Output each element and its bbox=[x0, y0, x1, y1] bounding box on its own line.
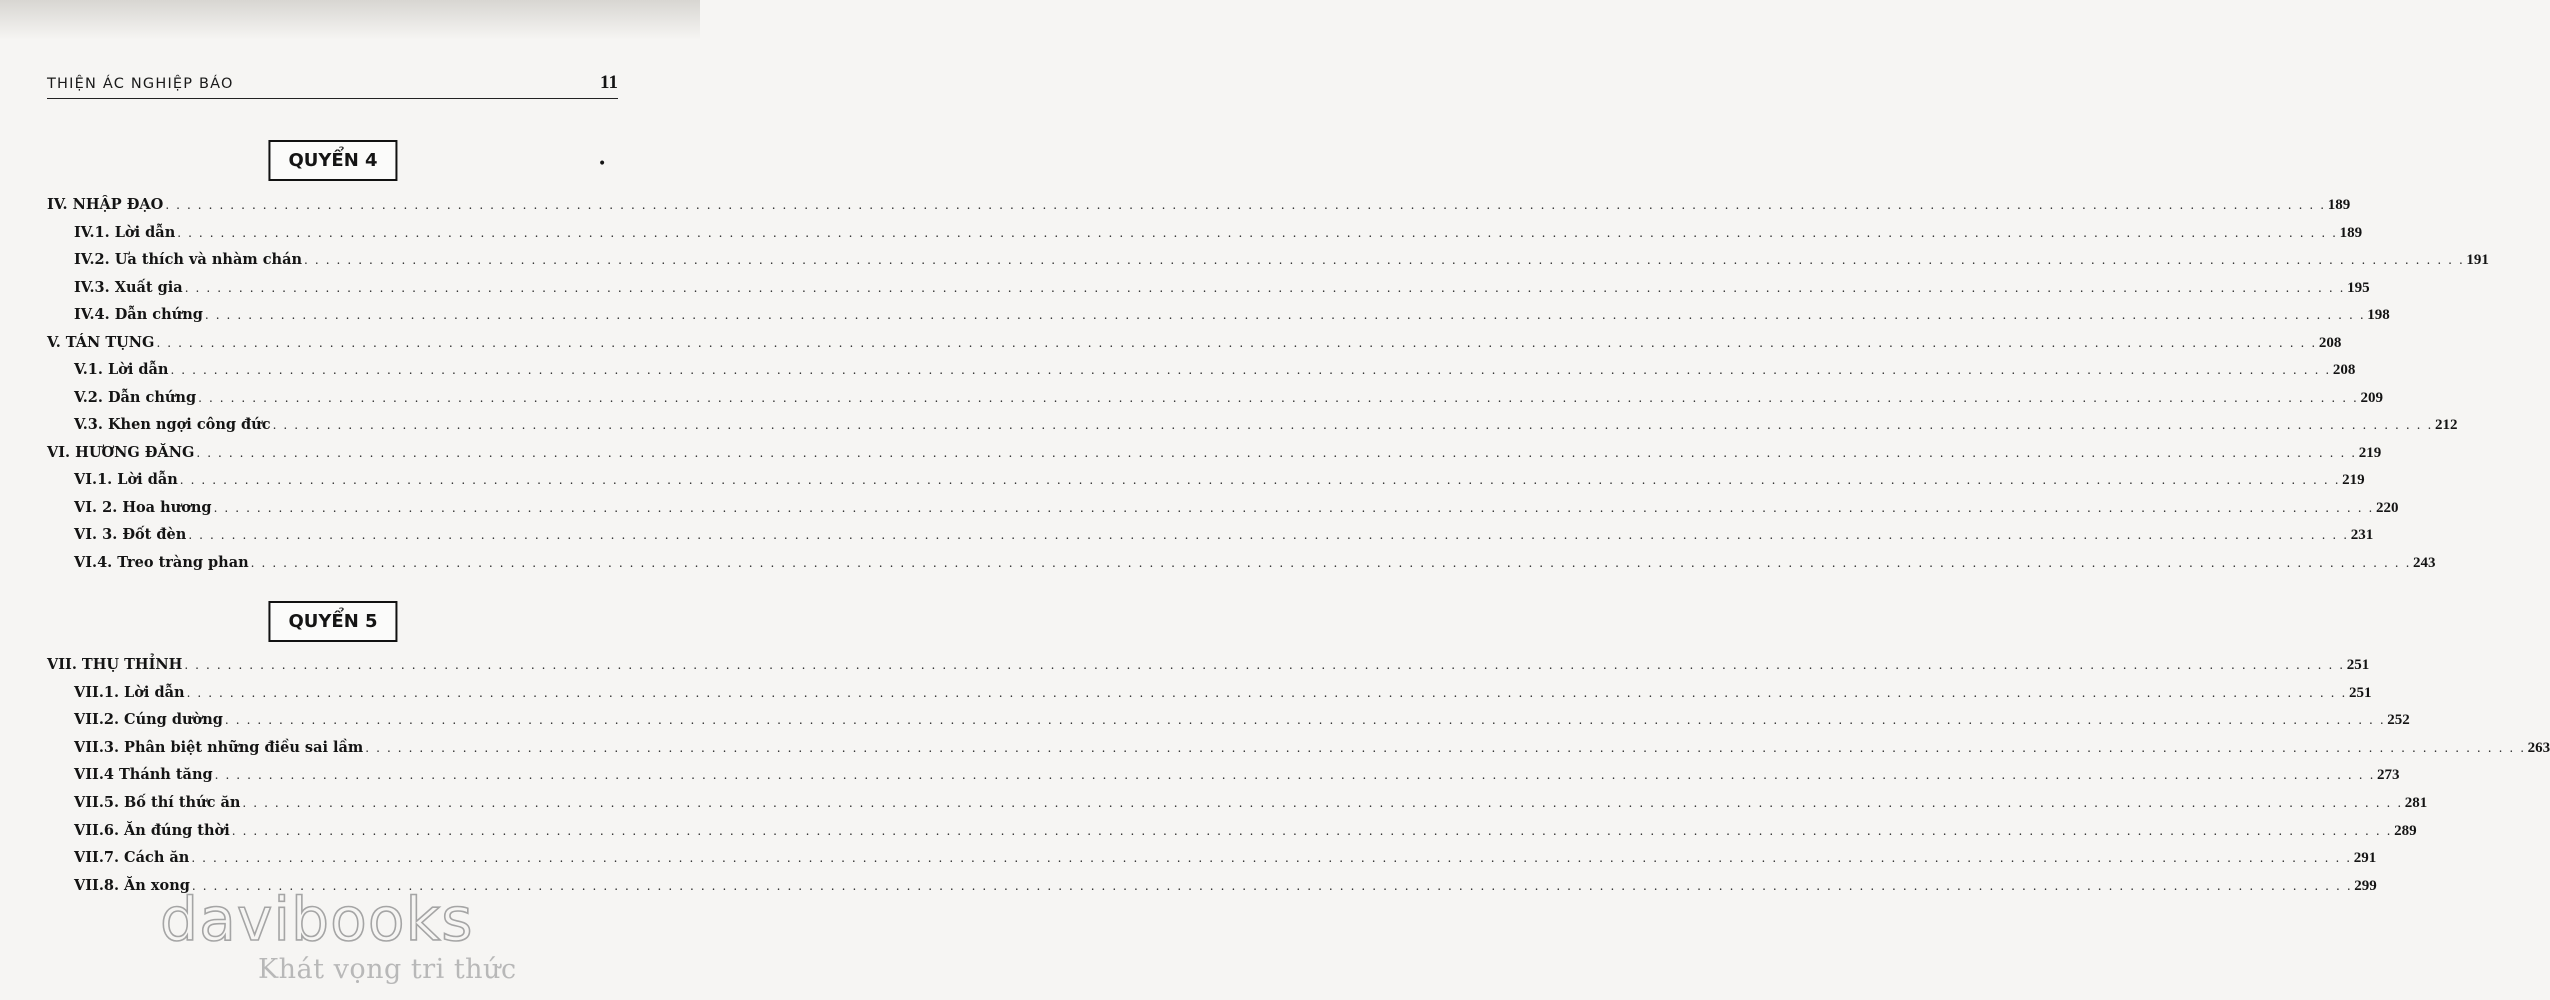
toc-dot-leader: . . . . . . . . . . . . . . . . . . . . . . . . . . . . . . . . . . . . . . . . . . . . . . . . . . . . . . . . . . . . . . . . . . . . . . . . . . . . . . . . . . . . . . . . . . . . . . . . . . . . . . . . . . . . . . . . . . . . . . . . . . . . . . . . . . . . . . . . . . . . . . . . . . . . . . . . . . . . . . . . . . . . . . . . . . . . . . . . . . . . . . . . . . . . . . . . . . . . . . . . bbox=[191, 851, 2352, 866]
toc-entry-title: VII.7. Cách ăn bbox=[74, 849, 190, 867]
toc-entry-page-number: 263 bbox=[2527, 739, 2550, 756]
toc-dot-leader: . . . . . . . . . . . . . . . . . . . . . . . . . . . . . . . . . . . . . . . . . . . . . . . . . . . . . . . . . . . . . . . . . . . . . . . . . . . . . . . . . . . . . . . . . . . . . . . . . . . . . . . . . . . . . . . . . . . . . . . . . . . . . . . . . . . . . . . . . . . . . . . . . . . . . . . . . . . . . . . . . . . . . . . . . . . . . . . . . . . . . . . . . . . . . . . . . . . . . . . . bbox=[214, 768, 2376, 783]
toc-entry bbox=[74, 843, 2377, 867]
toc-entry-title: V.2. Dẫn chứng bbox=[74, 388, 197, 406]
toc-dot-leader: . . . . . . . . . . . . . . . . . . . . . . . . . . . . . . . . . . . . . . . . . . . . . . . . . . . . . . . . . . . . . . . . . . . . . . . . . . . . . . . . . . . . . . . . . . . . . . . . . . . . . . . . . . . . . . . . . . . . . . . . . . . . . . . . . . . . . . . . . . . . . . . . . . . . . . . . . . . . . . . . . . . . . . . . . . . . . . . . . . . . . . . . . . . . . . . . . . . . . . . . bbox=[196, 445, 2357, 460]
toc-entry-title: V.1. Lời dẫn bbox=[74, 361, 169, 378]
toc-entry bbox=[74, 816, 2417, 840]
toc-entry bbox=[74, 548, 2436, 572]
volume-5-heading: QUYỂN 5 bbox=[268, 601, 397, 642]
toc-entry bbox=[74, 678, 2372, 702]
toc-entry-title: VI.4. Treo tràng phan bbox=[74, 553, 249, 571]
toc-entry-page-number: 289 bbox=[2394, 822, 2417, 839]
toc-entry-title: V.3. Khen ngợi công đức bbox=[74, 416, 271, 433]
toc-entry-page-number: 231 bbox=[2350, 527, 2374, 543]
toc-entry-page-number: 189 bbox=[2339, 224, 2363, 241]
toc-entry bbox=[74, 273, 2370, 297]
toc-dot-leader: . . . . . . . . . . . . . . . . . . . . . . . . . . . . . . . . . . . . . . . . . . . . . . . . . . . . . . . . . . . . . . . . . . . . . . . . . . . . . . . . . . . . . . . . . . . . . . . . . . . . . . . . . . . . . . . . . . . . . . . . . . . . . . . . . . . . . . . . . . . . . . . . . . . . . . . . . . . . . . . . . . . . . . . . . . . . . . . . . . . . . . . . . . . . . . . . . . . . . . . . bbox=[242, 796, 2403, 810]
toc-entry-title: IV. NHẬP ĐẠO bbox=[47, 196, 164, 213]
toc-dot-leader: . . . . . . . . . . . . . . . . . . . . . . . . . . . . . . . . . . . . . . . . . . . . . . . . . . . . . . . . . . . . . . . . . . . . . . . . . . . . . . . . . . . . . . . . . . . . . . . . . . . . . . . . . . . . . . . . . . . . . . . . . . . . . . . . . . . . . . . . . . . . . . . . . . . . . . . . . . . . . . . . . . . . . . . . . . . . . . . . . . . . . . . . . . . . . . . . . . . . . . . . bbox=[179, 473, 2341, 487]
toc-dot-leader: . . . . . . . . . . . . . . . . . . . . . . . . . . . . . . . . . . . . . . . . . . . . . . . . . . . . . . . . . . . . . . . . . . . . . . . . . . . . . . . . . . . . . . . . . . . . . . . . . . . . . . . . . . . . . . . . . . . . . . . . . . . . . . . . . . . . . . . . . . . . . . . . . . . . . . . . . . . . . . . . . . . . . . . . . . . . . . . . . . . . . . . . . . . . . . . . . . . . . . . . bbox=[156, 335, 2317, 350]
toc-entry bbox=[74, 705, 2410, 729]
toc-dot-leader: . . . . . . . . . . . . . . . . . . . . . . . . . . . . . . . . . . . . . . . . . . . . . . . . . . . . . . . . . . . . . . . . . . . . . . . . . . . . . . . . . . . . . . . . . . . . . . . . . . . . . . . . . . . . . . . . . . . . . . . . . . . . . . . . . . . . . . . . . . . . . . . . . . . . . . . . . . . . . . . . . . . . . . . . . . . . . . . . . . . . . . . . . . . . . . . . . . . . . . . . bbox=[191, 878, 2353, 893]
toc-entry-page-number: 251 bbox=[2348, 684, 2372, 701]
toc-entry-title: VII.1. Lời dẫn bbox=[74, 683, 185, 701]
toc-entry-page-number: 198 bbox=[2367, 307, 2390, 323]
toc-entry-page-number: 220 bbox=[2375, 499, 2399, 516]
toc-entry-page-number: 191 bbox=[2466, 252, 2489, 268]
page-top-edge bbox=[0, 0, 700, 40]
toc-entry-title: VII.2. Cúng dường bbox=[74, 711, 223, 729]
toc-entry-title: IV.2. Ưa thích và nhàm chán bbox=[74, 251, 303, 268]
toc-dot-leader: . . . . . . . . . . . . . . . . . . . . . . . . . . . . . . . . . . . . . . . . . . . . . . . . . . . . . . . . . . . . . . . . . . . . . . . . . . . . . . . . . . . . . . . . . . . . . . . . . . . . . . . . . . . . . . . . . . . . . . . . . . . . . . . . . . . . . . . . . . . . . . . . . . . . . . . . . . . . . . . . . . . . . . . . . . . . . . . . . . . . . . . . . . . . . . . . . . . . . . . . bbox=[272, 418, 2433, 432]
toc-entry-title: VI.1. Lời dẫn bbox=[74, 471, 178, 488]
toc-entry bbox=[74, 245, 2489, 269]
toc-entry-title: VII.8. Ăn xong bbox=[74, 876, 190, 894]
toc-dot-leader: . . . . . . . . . . . . . . . . . . . . . . . . . . . . . . . . . . . . . . . . . . . . . . . . . . . . . . . . . . . . . . . . . . . . . . . . . . . . . . . . . . . . . . . . . . . . . . . . . . . . . . . . . . . . . . . . . . . . . . . . . . . . . . . . . . . . . . . . . . . . . . . . . . . . . . . . . . . . . . . . . . . . . . . . . . . . . . . . . . . . . . . . . . . . . . . . . . . . . . . . bbox=[250, 555, 2412, 570]
header-divider bbox=[47, 98, 618, 99]
toc-dot-leader: . . . . . . . . . . . . . . . . . . . . . . . . . . . . . . . . . . . . . . . . . . . . . . . . . . . . . . . . . . . . . . . . . . . . . . . . . . . . . . . . . . . . . . . . . . . . . . . . . . . . . . . . . . . . . . . . . . . . . . . . . . . . . . . . . . . . . . . . . . . . . . . . . . . . . . . . . . . . . . . . . . . . . . . . . . . . . . . . . . . . . . . . . . . . . . . . . . . . . . . . bbox=[365, 740, 2526, 755]
volume-4-heading: QUYỂN 4 bbox=[268, 140, 397, 181]
toc-entry-page-number: 219 bbox=[2342, 472, 2365, 488]
toc-entry-page-number: 208 bbox=[2332, 362, 2356, 378]
toc-entry-page-number: 212 bbox=[2434, 417, 2458, 433]
running-header-title: THIỆN ÁC NGHIỆP BÁO bbox=[47, 76, 234, 92]
toc-entry bbox=[74, 520, 2374, 544]
toc-entry-page-number: 243 bbox=[2413, 554, 2436, 571]
toc-dot-leader: . . . . . . . . . . . . . . . . . . . . . . . . . . . . . . . . . . . . . . . . . . . . . . . . . . . . . . . . . . . . . . . . . . . . . . . . . . . . . . . . . . . . . . . . . . . . . . . . . . . . . . . . . . . . . . . . . . . . . . . . . . . . . . . . . . . . . . . . . . . . . . . . . . . . . . . . . . . . . . . . . . . . . . . . . . . . . . . . . . . . . . . . . . . . . . . . . . . . . . . . bbox=[184, 658, 2345, 672]
toc-entry-page-number: 299 bbox=[2354, 877, 2377, 894]
toc-entry bbox=[74, 218, 2363, 242]
toc-dot-leader: . . . . . . . . . . . . . . . . . . . . . . . . . . . . . . . . . . . . . . . . . . . . . . . . . . . . . . . . . . . . . . . . . . . . . . . . . . . . . . . . . . . . . . . . . . . . . . . . . . . . . . . . . . . . . . . . . . . . . . . . . . . . . . . . . . . . . . . . . . . . . . . . . . . . . . . . . . . . . . . . . . . . . . . . . . . . . . . . . . . . . . . . . . . . . . . . . . . . . . . . bbox=[177, 225, 2338, 240]
toc-entry-title: VII.4 Thánh tăng bbox=[74, 766, 213, 784]
toc-entry-title: IV.1. Lời dẫn bbox=[74, 223, 176, 241]
toc-entry-page-number: 195 bbox=[2347, 279, 2370, 296]
toc-entry-page-number: 251 bbox=[2346, 657, 2370, 673]
toc-entry-page-number: 291 bbox=[2353, 850, 2377, 867]
toc-entry-title: IV.3. Xuất gia bbox=[74, 278, 183, 296]
toc-entry-title: VII. THỤ THỈNH bbox=[47, 656, 183, 673]
toc-entry bbox=[74, 410, 2458, 434]
toc-dot-leader: . . . . . . . . . . . . . . . . . . . . . . . . . . . . . . . . . . . . . . . . . . . . . . . . . . . . . . . . . . . . . . . . . . . . . . . . . . . . . . . . . . . . . . . . . . . . . . . . . . . . . . . . . . . . . . . . . . . . . . . . . . . . . . . . . . . . . . . . . . . . . . . . . . . . . . . . . . . . . . . . . . . . . . . . . . . . . . . . . . . . . . . . . . . . . . . . . . . . . . . . bbox=[304, 253, 2465, 267]
toc-dot-leader: . . . . . . . . . . . . . . . . . . . . . . . . . . . . . . . . . . . . . . . . . . . . . . . . . . . . . . . . . . . . . . . . . . . . . . . . . . . . . . . . . . . . . . . . . . . . . . . . . . . . . . . . . . . . . . . . . . . . . . . . . . . . . . . . . . . . . . . . . . . . . . . . . . . . . . . . . . . . . . . . . . . . . . . . . . . . . . . . . . . . . . . . . . . . . . . . . . . . . . . . bbox=[165, 198, 2326, 212]
toc-dot-leader: . . . . . . . . . . . . . . . . . . . . . . . . . . . . . . . . . . . . . . . . . . . . . . . . . . . . . . . . . . . . . . . . . . . . . . . . . . . . . . . . . . . . . . . . . . . . . . . . . . . . . . . . . . . . . . . . . . . . . . . . . . . . . . . . . . . . . . . . . . . . . . . . . . . . . . . . . . . . . . . . . . . . . . . . . . . . . . . . . . . . . . . . . . . . . . . . . . . . . . . . bbox=[184, 280, 2346, 295]
toc-entry bbox=[74, 733, 2550, 757]
toc-entry-page-number: 252 bbox=[2387, 712, 2410, 729]
toc-dot-leader: . . . . . . . . . . . . . . . . . . . . . . . . . . . . . . . . . . . . . . . . . . . . . . . . . . . . . . . . . . . . . . . . . . . . . . . . . . . . . . . . . . . . . . . . . . . . . . . . . . . . . . . . . . . . . . . . . . . . . . . . . . . . . . . . . . . . . . . . . . . . . . . . . . . . . . . . . . . . . . . . . . . . . . . . . . . . . . . . . . . . . . . . . . . . . . . . . . . . . . . . bbox=[198, 390, 2359, 405]
toc-entry bbox=[74, 383, 2383, 407]
watermark-tagline: Khát vọng tri thức bbox=[258, 954, 517, 985]
toc-entry-page-number: 209 bbox=[2360, 389, 2383, 406]
toc-dot-leader: . . . . . . . . . . . . . . . . . . . . . . . . . . . . . . . . . . . . . . . . . . . . . . . . . . . . . . . . . . . . . . . . . . . . . . . . . . . . . . . . . . . . . . . . . . . . . . . . . . . . . . . . . . . . . . . . . . . . . . . . . . . . . . . . . . . . . . . . . . . . . . . . . . . . . . . . . . . . . . . . . . . . . . . . . . . . . . . . . . . . . . . . . . . . . . . . . . . . . . . . bbox=[170, 363, 2331, 377]
toc-entry bbox=[74, 788, 2428, 812]
toc-entry bbox=[47, 328, 2342, 352]
toc-entry bbox=[74, 465, 2365, 489]
toc-dot-leader: . . . . . . . . . . . . . . . . . . . . . . . . . . . . . . . . . . . . . . . . . . . . . . . . . . . . . . . . . . . . . . . . . . . . . . . . . . . . . . . . . . . . . . . . . . . . . . . . . . . . . . . . . . . . . . . . . . . . . . . . . . . . . . . . . . . . . . . . . . . . . . . . . . . . . . . . . . . . . . . . . . . . . . . . . . . . . . . . . . . . . . . . . . . . . . . . . . . . . . . . bbox=[213, 500, 2374, 515]
page-number: 11 bbox=[600, 72, 618, 93]
toc-entry-title: V. TÁN TỤNG bbox=[47, 333, 155, 351]
toc-entry-page-number: 208 bbox=[2318, 334, 2342, 351]
toc-entry-title: VI. 2. Hoa hương bbox=[74, 498, 212, 516]
toc-entry bbox=[74, 300, 2390, 324]
toc-entry-page-number: 281 bbox=[2404, 795, 2428, 811]
toc-entry bbox=[74, 760, 2400, 784]
toc-entry-title: VII.6. Ăn đúng thời bbox=[74, 821, 230, 839]
toc-entry-page-number: 189 bbox=[2327, 197, 2351, 213]
ink-dot: • bbox=[598, 156, 607, 172]
toc-dot-leader: . . . . . . . . . . . . . . . . . . . . . . . . . . . . . . . . . . . . . . . . . . . . . . . . . . . . . . . . . . . . . . . . . . . . . . . . . . . . . . . . . . . . . . . . . . . . . . . . . . . . . . . . . . . . . . . . . . . . . . . . . . . . . . . . . . . . . . . . . . . . . . . . . . . . . . . . . . . . . . . . . . . . . . . . . . . . . . . . . . . . . . . . . . . . . . . . . . . . . . . . bbox=[204, 308, 2366, 322]
toc-entry-title: VII.5. Bố thí thức ăn bbox=[74, 794, 241, 811]
toc-dot-leader: . . . . . . . . . . . . . . . . . . . . . . . . . . . . . . . . . . . . . . . . . . . . . . . . . . . . . . . . . . . . . . . . . . . . . . . . . . . . . . . . . . . . . . . . . . . . . . . . . . . . . . . . . . . . . . . . . . . . . . . . . . . . . . . . . . . . . . . . . . . . . . . . . . . . . . . . . . . . . . . . . . . . . . . . . . . . . . . . . . . . . . . . . . . . . . . . . . . . . . . . bbox=[224, 713, 2386, 728]
toc-dot-leader: . . . . . . . . . . . . . . . . . . . . . . . . . . . . . . . . . . . . . . . . . . . . . . . . . . . . . . . . . . . . . . . . . . . . . . . . . . . . . . . . . . . . . . . . . . . . . . . . . . . . . . . . . . . . . . . . . . . . . . . . . . . . . . . . . . . . . . . . . . . . . . . . . . . . . . . . . . . . . . . . . . . . . . . . . . . . . . . . . . . . . . . . . . . . . . . . . . . . . . . . bbox=[231, 823, 2393, 838]
toc-entry-title: VII.3. Phân biệt những điều sai lầm bbox=[74, 738, 364, 756]
toc-entry bbox=[47, 438, 2382, 462]
toc-entry-title: VI. 3. Đốt đèn bbox=[74, 526, 187, 543]
toc-entry bbox=[47, 190, 2351, 214]
toc-entry bbox=[74, 493, 2399, 517]
toc-dot-leader: . . . . . . . . . . . . . . . . . . . . . . . . . . . . . . . . . . . . . . . . . . . . . . . . . . . . . . . . . . . . . . . . . . . . . . . . . . . . . . . . . . . . . . . . . . . . . . . . . . . . . . . . . . . . . . . . . . . . . . . . . . . . . . . . . . . . . . . . . . . . . . . . . . . . . . . . . . . . . . . . . . . . . . . . . . . . . . . . . . . . . . . . . . . . . . . . . . . . . . . . bbox=[188, 528, 2349, 542]
toc-entry-title: IV.4. Dẫn chứng bbox=[74, 306, 203, 323]
toc-entry-page-number: 219 bbox=[2358, 444, 2382, 461]
toc-entry-title: VI. HƯƠNG ĐĂNG bbox=[47, 443, 195, 461]
toc-entry bbox=[74, 355, 2356, 379]
toc-entry-page-number: 273 bbox=[2377, 767, 2400, 784]
toc-dot-leader: . . . . . . . . . . . . . . . . . . . . . . . . . . . . . . . . . . . . . . . . . . . . . . . . . . . . . . . . . . . . . . . . . . . . . . . . . . . . . . . . . . . . . . . . . . . . . . . . . . . . . . . . . . . . . . . . . . . . . . . . . . . . . . . . . . . . . . . . . . . . . . . . . . . . . . . . . . . . . . . . . . . . . . . . . . . . . . . . . . . . . . . . . . . . . . . . . . . . . . . . bbox=[186, 685, 2347, 700]
watermark-logo: davibooks bbox=[160, 885, 474, 955]
toc-entry bbox=[47, 650, 2370, 674]
